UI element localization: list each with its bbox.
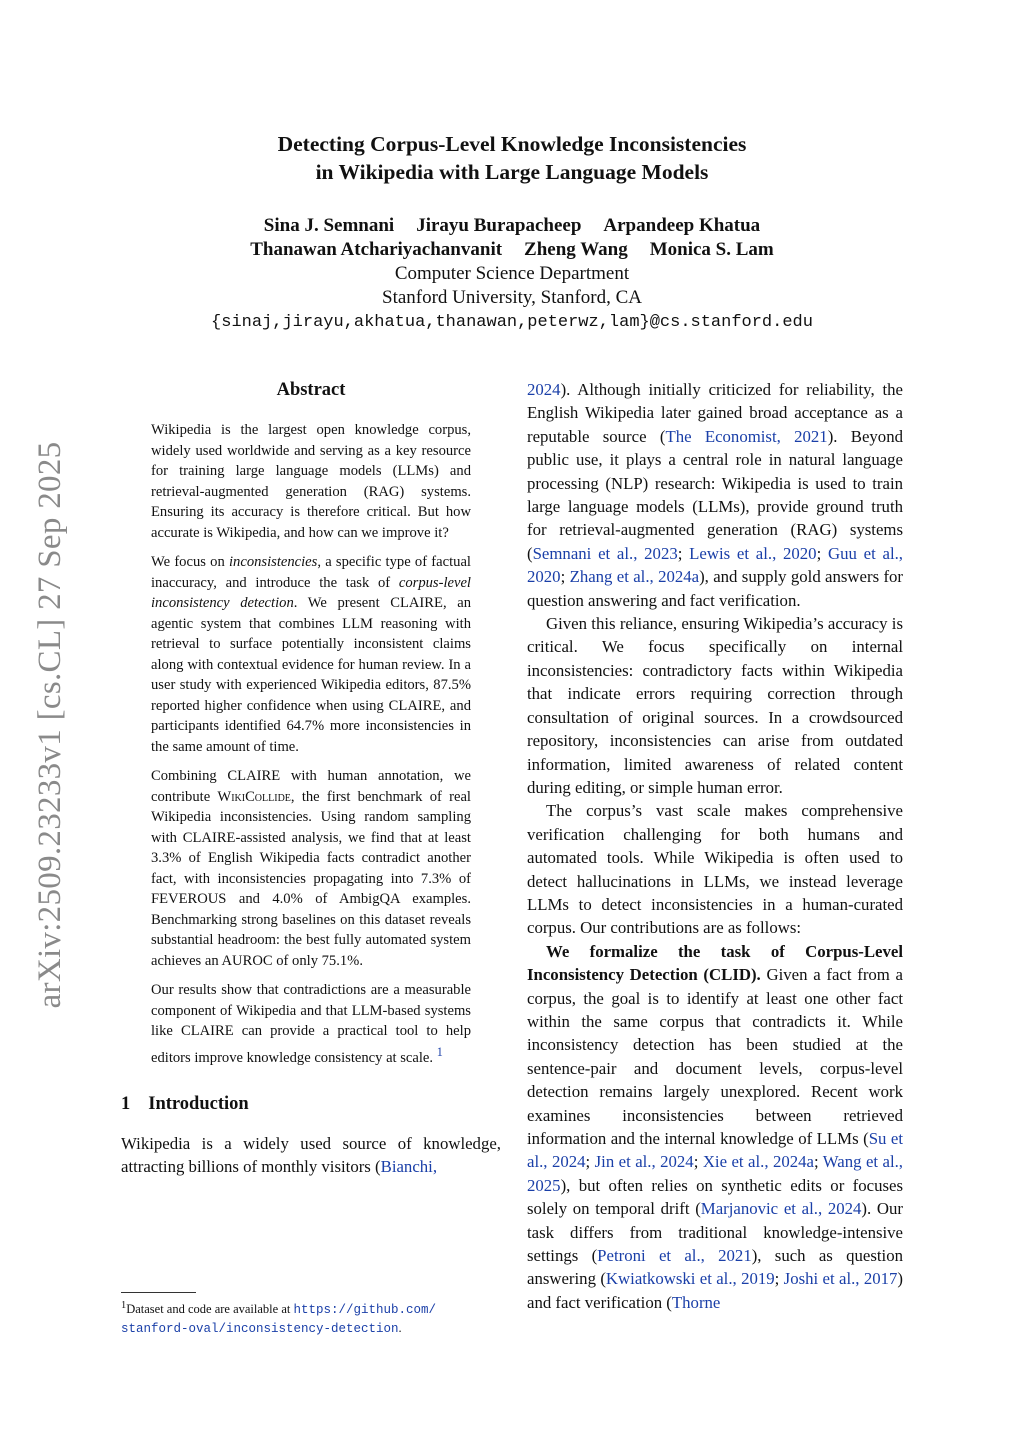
text-run: ), but often relies on synthetic edits or focuses solely on temporal drift (	[527, 1175, 903, 1219]
title-line-2: in Wikipedia with Large Language Models	[315, 160, 709, 184]
text-run: Given a fact from a corpus, the goal is to identify at least one other fact within the same corpus that contradicts it. While inconsistency detection has been studied at the sentence-pair and document levels, corpus-level detection remains largely unexplored. Recent work examines inconsistencies between retrieved information and the internal knowledge of LLMs (	[527, 965, 904, 1148]
text-run: ;	[560, 567, 570, 587]
text-run: ;	[585, 1152, 595, 1172]
text-run: Wikipedia is a widely used source of knowledge, attracting billions of monthly visitors (	[121, 1133, 501, 1177]
footnote-number: 1	[121, 1300, 127, 1311]
text-run: .	[398, 1321, 402, 1336]
author-name: Sina J. Semnani	[263, 215, 395, 236]
text-run: ), and supply gold answers for question answering and fact verification.	[527, 567, 904, 610]
contribution-paragraph	[527, 940, 903, 1315]
abstract-body	[121, 420, 501, 1068]
author-row-1	[0, 214, 1024, 238]
section-heading-introduction	[121, 1092, 501, 1116]
abstract-paragraph	[151, 552, 471, 757]
arxiv-stamp: arXiv:2509.23233v1 [cs.CL] 27 Sep 2025	[31, 441, 68, 1009]
text-run: , a specific type of factual inaccuracy, and introduce the task of	[151, 554, 471, 591]
footnote-text	[121, 1297, 503, 1338]
text-run: ). Beyond public use, it plays a central role in natural language processing (NLP) research: Wikipedia is used to train large language models (LLMs), provide ground truth for retrieval-augmented generation (RAG) systems (	[527, 426, 903, 563]
intro-paragraph: The corpus’s vast scale makes comprehensive verification challenging for both humans and automated tools. While Wikipedia is often used to detect hallucinations in LLMs, we instead leverage LLMs to detect inconsistencies in a human-curated corpus. Our contributions are as follows:	[527, 801, 903, 938]
text-run: Dataset and code are available at	[126, 1302, 294, 1317]
author-name: Jirayu Burapacheep	[416, 215, 582, 236]
footnote-url[interactable]: https://github.com/	[293, 1303, 437, 1318]
section-title: Introduction	[148, 1093, 249, 1114]
paper-title	[0, 130, 1024, 186]
citation-link[interactable]: The Economist, 2021	[665, 426, 828, 446]
university: Stanford University, Stanford, CA	[382, 287, 642, 308]
author-name: Zheng Wang	[524, 239, 628, 260]
abstract-heading: Abstract	[276, 380, 346, 400]
contribution-heading: We formalize the task of Corpus-Level Inconsistency Detection (CLID).	[527, 941, 903, 985]
text-run: Our results show that contradictions are a measurable component of Wikipedia and that LLM-based systems like CLAIRE can provide a practical tool to help editors improve knowledge consistency at scale.	[151, 982, 471, 1066]
footnote	[121, 1292, 503, 1338]
text-run: ;	[774, 1269, 784, 1289]
author-name: Arpandeep Khatua	[603, 215, 761, 236]
citation-link[interactable]: Su et al., 2024	[527, 1129, 903, 1172]
text-run: Combining CLAIRE with human annotation, we contribute	[151, 768, 471, 805]
dataset-name: WikiCollide	[217, 788, 291, 805]
text-run: ;	[813, 1152, 823, 1172]
text-run: We focus on	[151, 554, 229, 570]
text-run: ), such as question answering (	[527, 1246, 903, 1289]
emphasis: corpus-level inconsistency detection	[151, 574, 471, 611]
footnote-mark[interactable]: 1	[436, 1044, 443, 1059]
citation-link[interactable]: Guu et al., 2020	[527, 543, 904, 587]
abstract-paragraph	[151, 980, 471, 1068]
citation-link[interactable]: Marjanovic et al., 2024	[700, 1199, 862, 1219]
text-run: ). Our task differs from traditional knowledge-intensive settings (	[527, 1199, 903, 1266]
citation-link[interactable]: Jin et al., 2024	[594, 1152, 694, 1172]
department: Computer Science Department	[394, 263, 630, 284]
author-block	[0, 214, 1024, 336]
citation-link[interactable]: Zhang et al., 2024a	[569, 567, 700, 587]
text-run: . We present CLAIRE, an agentic system that combines LLM reasoning with retrieval to surface potentially inconsistent claims along with contextual evidence for human review. In a user study with experienced Wikipedia editors, 87.5% reported higher confidence when using CLAIRE, and participants identified 64.7% more inconsistencies in the same amount of time.	[151, 595, 471, 755]
footnote-rule	[121, 1292, 196, 1293]
text-run: ). Although initially criticized for reliability, the English Wikipedia later gained broad acceptance as a reputable source (	[527, 380, 903, 446]
intro-paragraph	[121, 1132, 501, 1179]
citation-link[interactable]: 2024	[527, 380, 561, 399]
right-column	[527, 378, 903, 1314]
footnote-url[interactable]: stanford-oval/inconsistency-detection	[121, 1322, 399, 1337]
text-run: , the first benchmark of real Wikipedia inconsistencies. Using random sampling with CLAIRE-assisted analysis, we find that at least 3.3% of English Wikipedia facts contradict another fact, with inconsistencies propagating into 7.3% of FEVEROUS and 4.0% of AmbigQA examples. Benchmarking strong baselines on this dataset reveals substantial headroom: the best fully automated system achieves an AUROC of only 75.1%.	[151, 788, 471, 969]
citation-link[interactable]: Petroni et al., 2021	[597, 1246, 752, 1266]
left-column	[121, 378, 501, 1179]
text-run: ;	[816, 543, 828, 563]
abstract-paragraph: Wikipedia is the largest open knowledge corpus, widely used worldwide and serving as a key resource for training large language models (LLMs) and retrieval-augmented generation (RAG) systems. Ensuring its accuracy is therefore critical. But how accurate is Wikipedia, and how can we improve it?	[151, 422, 471, 541]
intro-paragraph: Given this reliance, ensuring Wikipedia’s accuracy is critical. We focus specifically on internal inconsistencies: contradictory facts within Wikipedia that indicate errors requiring correction through consultation of original sources. In a crowdsourced repository, inconsistencies can arise from outdated information, limited awareness of related content during editing, or simple human error.	[527, 614, 903, 797]
author-name: Thanawan Atchariyachanvanit	[250, 239, 503, 260]
abstract-paragraph	[151, 766, 471, 971]
citation-link[interactable]: Semnani et al., 2023	[532, 543, 678, 563]
emphasis: inconsistencies	[228, 554, 318, 570]
text-run: ;	[693, 1152, 703, 1172]
title-line-1: Detecting Corpus-Level Knowledge Inconsistencies	[277, 132, 747, 156]
intro-paragraph	[527, 378, 903, 612]
section-number: 1	[121, 1093, 131, 1114]
citation-link[interactable]: Kwiatkowski et al., 2019	[605, 1269, 775, 1289]
citation-link[interactable]: Thorne	[671, 1292, 721, 1312]
text-run: ) and fact verification (	[527, 1269, 903, 1312]
author-row-2	[0, 238, 1024, 262]
citation-link[interactable]: Xie et al., 2024a	[702, 1152, 814, 1172]
citation-link[interactable]: Wang et al., 2025	[527, 1152, 903, 1195]
citation-link[interactable]: Joshi et al., 2017	[783, 1269, 898, 1289]
paper-header	[0, 130, 1024, 336]
citation-link[interactable]: Lewis et al., 2020	[689, 543, 817, 563]
text-run: ;	[677, 543, 690, 563]
citation-link[interactable]: Bianchi,	[380, 1157, 438, 1177]
author-name: Monica S. Lam	[649, 239, 774, 260]
author-emails: {sinaj,jirayu,akhatua,thanawan,peterwz,lam}@cs.stanford.edu	[211, 313, 813, 332]
